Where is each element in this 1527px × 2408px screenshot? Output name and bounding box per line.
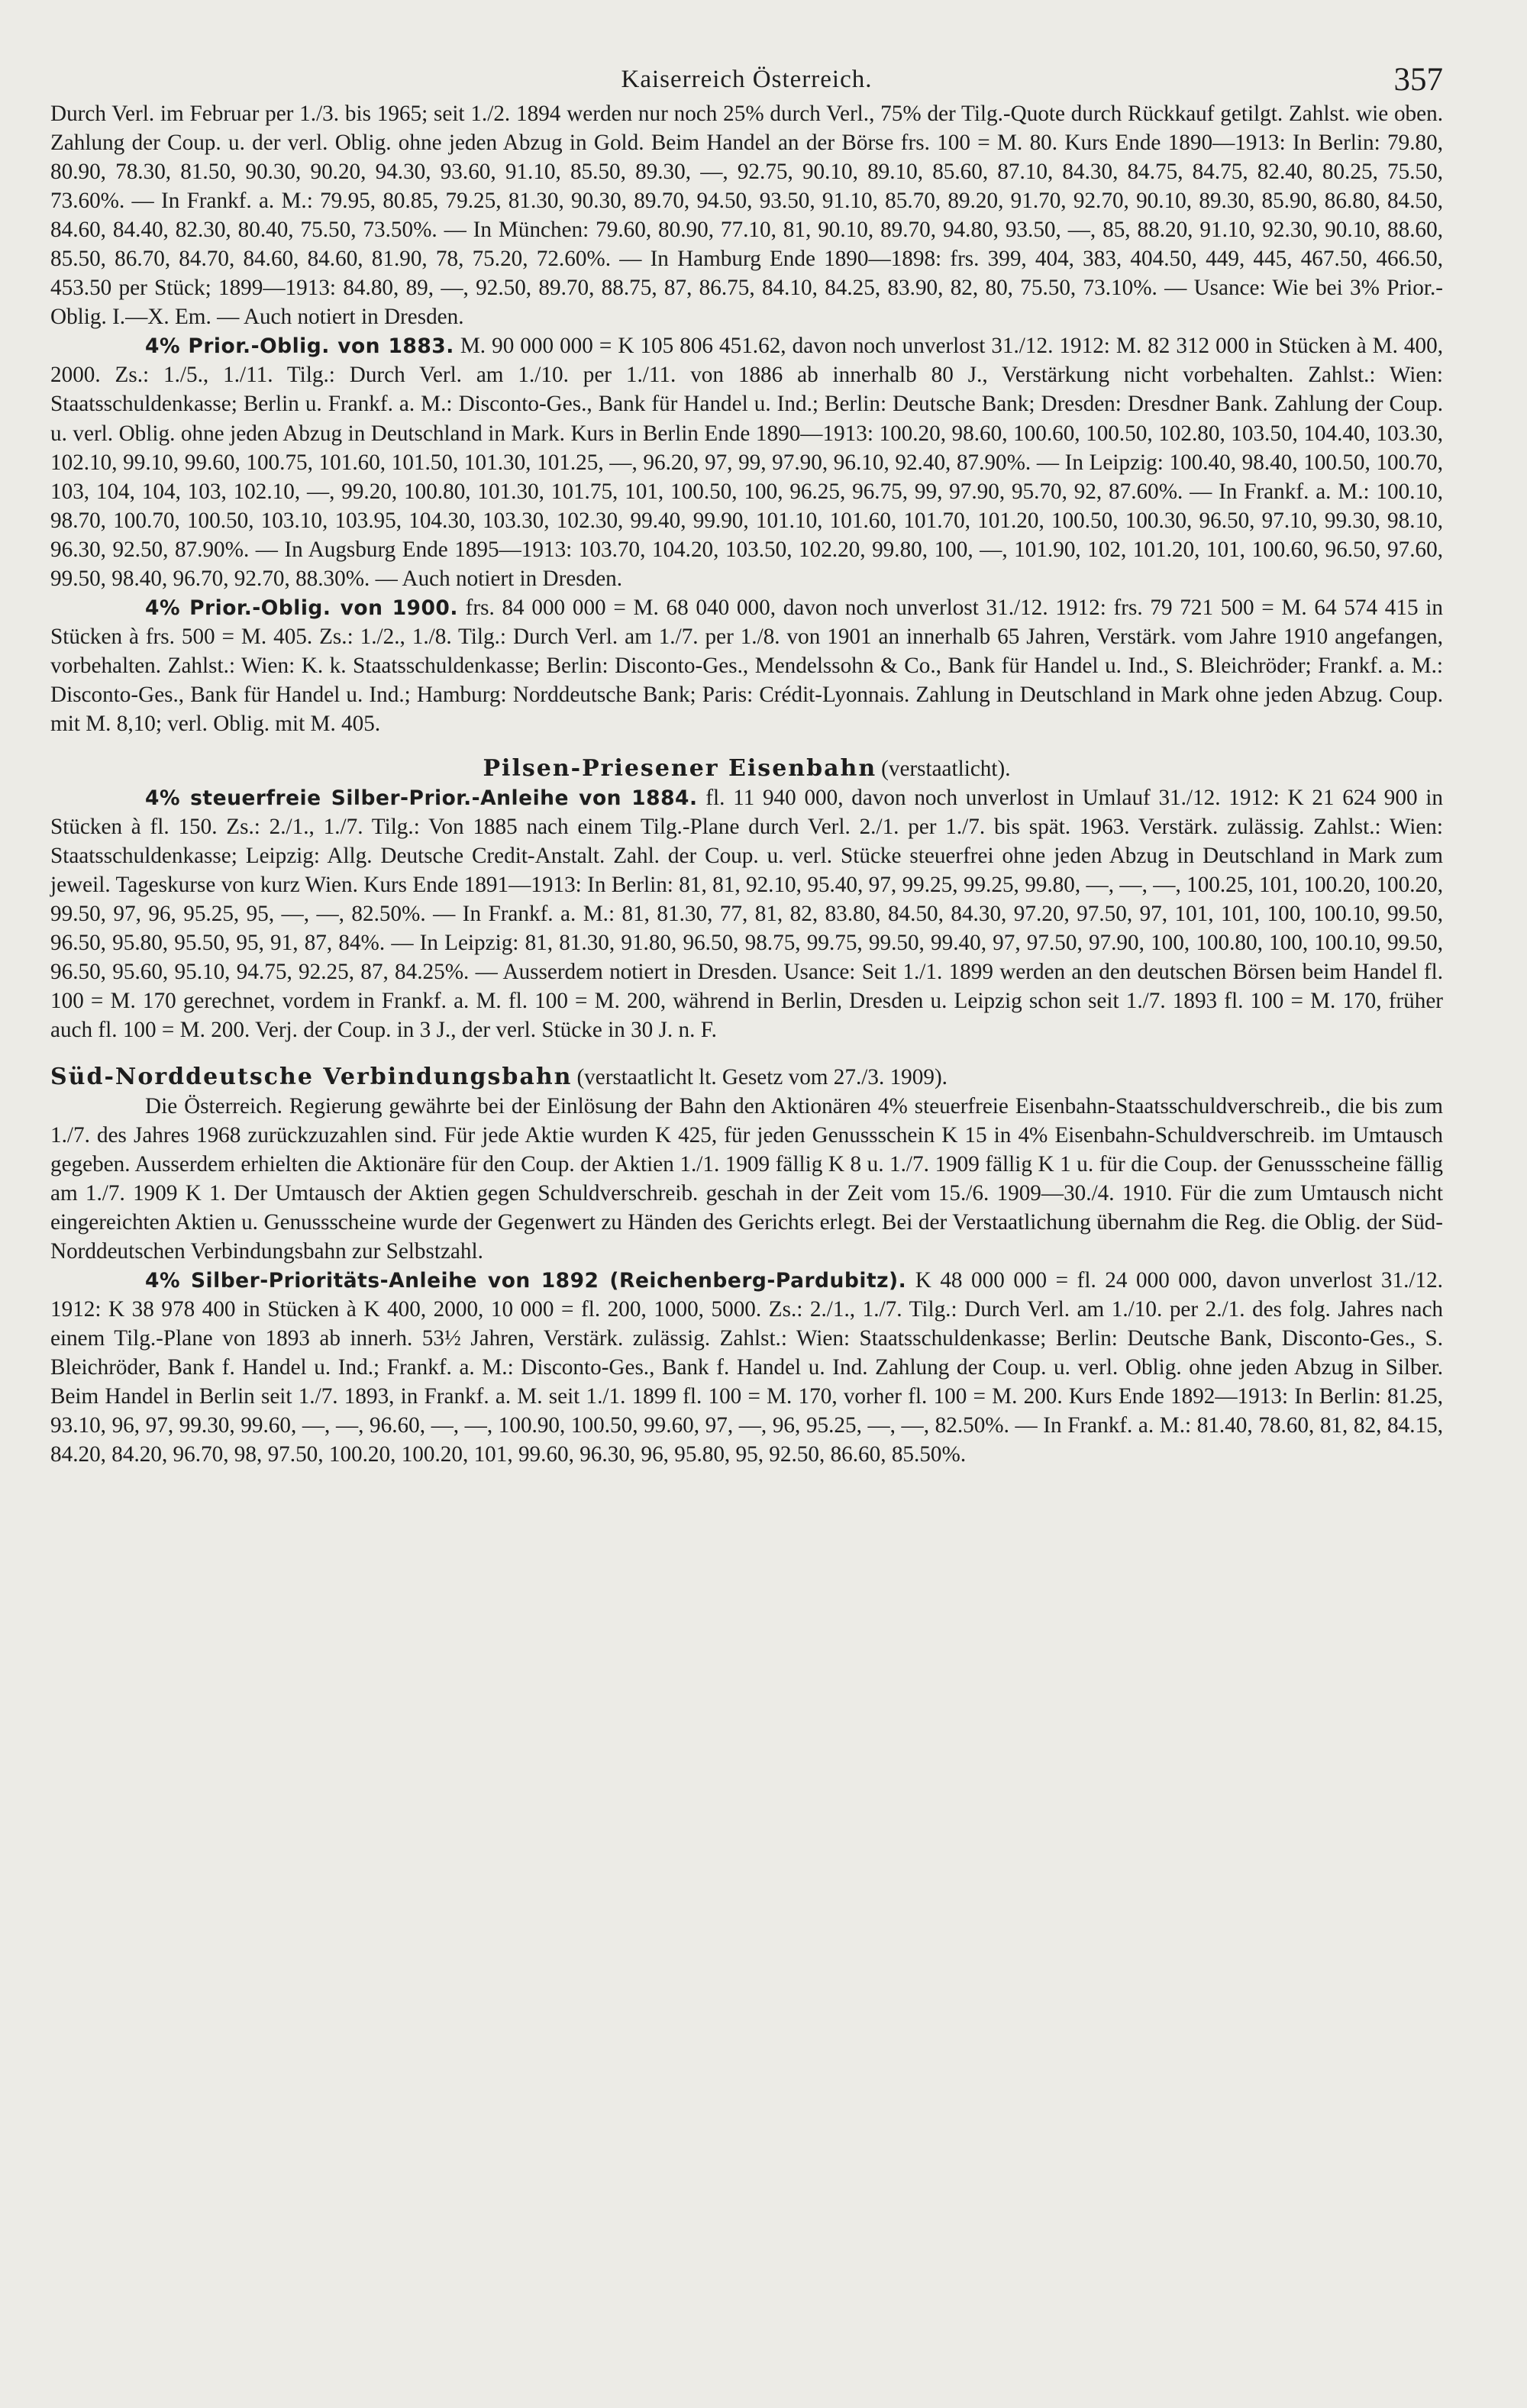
paragraph <box>50 783 1443 1044</box>
paragraph-text: Die Österreich. Regierung gewährte bei der Einlösung der Bahn den Aktionären 4% steuerfreie Eisenbahn-Staatsschuldverschreib., die bis zum 1./7. des Jahres 1968 zurückzuzahlen sind. Für jede Aktie wurden K 425, für jeden Genussschein K 15 in 4% Eisenbahn-Schuldverschreib. im Umtausch gegeben. Ausserdem erhielten die Aktionäre für den Coup. der Aktien 1./1. 1909 fällig K 8 u. 1./7. 1909 fällig K 1 u. für die Coup. der Genussscheine fällig am 1./7. 1909 K 1. Der Umtausch der Aktien gegen Schuldverschreib. geschah in der Zeit vom 15./6. 1909—30./4. 1910. Für die zum Umtausch nicht eingereichten Aktien u. Genussscheine wurde der Gegenwert zu Händen des Gerichts erlegt. Bei der Verstaatlichung übernahm die Reg. die Oblig. der Süd-Norddeutschen Verbindungsbahn zur Selbstzahl. <box>50 1093 1443 1264</box>
paragraph <box>50 331 1443 592</box>
paragraph <box>50 593 1443 738</box>
bond-issue-title: 4% steuerfreie Silber-Prior.-Anleihe von 1884. <box>145 786 698 811</box>
bond-issue-title: 4% Prior.-Oblig. von 1900. <box>145 596 458 620</box>
section-note: (verstaatlicht). <box>881 757 1011 782</box>
running-header-title: Kaiserreich Österreich. <box>621 66 873 93</box>
paragraph-text: fl. 11 940 000, davon noch unverlost in Umlauf 31./12. 1912: K 21 624 900 in Stücken à fl. 150. Zs.: 2./1., 1./7. Tilg.: Von 1885 nach einem Tilg.-Plane durch Verl. 2./1. per 1./7. bis spät. 1963. Verstärk. zulässig. Zahlst.: Wien: Staatsschuldenkasse; Leipzig: Allg. Deutsche Credit-Anstalt. Zahl. der Coup. u. verl. Stücke steuerfrei ohne jeden Abzug in Deutschland in Mark zum jeweil. Tageskurse von kurz Wien. Kurs Ende 1891—1913: In Berlin: 81, 81, 92.10, 95.40, 97, 99.25, 99.25, 99.80, —, —, —, 100.25, 101, 100.20, 100.20, 99.50, 97, 96, 95.25, 95, —, —, 82.50%. — In Frankf. a. M.: 81, 81.30, 77, 81, 82, 83.80, 84.50, 84.30, 97.20, 97.50, 97, 101, 101, 100, 100.10, 99.50, 96.50, 95.80, 95.50, 95, 91, 87, 84%. — In Leipzig: 81, 81.30, 91.80, 96.50, 98.75, 99.75, 99.50, 99.40, 97, 97.50, 97.90, 100, 100.80, 100, 100.10, 99.50, 96.50, 95.60, 95.10, 94.75, 92.25, 87, 84.25%. — Ausserdem notiert in Dresden. Usance: Seit 1./1. 1899 werden an den deutschen Börsen beim Handel fl. 100 = M. 170 gerechnet, vordem in Frankf. a. M. fl. 100 = M. 200, während in Berlin, Dresden u. Leipzig schon seit 1./7. 1893 fl. 100 = M. 170, früher auch fl. 100 = M. 200. Verj. der Coup. in 3 J., der verl. Stücke in 30 J. n. F. <box>50 786 1443 1043</box>
bond-issue-title: 4% Silber-Prioritäts-Anleihe von 1892 (Reichenberg-Pardubitz). <box>145 1268 907 1293</box>
section-heading <box>50 1062 1443 1092</box>
paragraph-text: K 48 000 000 = fl. 24 000 000, davon unverlost 31./12. 1912: K 38 978 400 in Stücken à K 400, 2000, 10 000 = fl. 200, 1000, 5000. Zs.: 2./1., 1./7. Tilg.: Durch Verl. am 1./10. per 2./1. des folg. Jahres nach einem Tilg.-Plane von 1893 ab innerh. 53½ Jahren, Verstärk. zulässig. Zahlst.: Wien: Staatsschuldenkasse; Berlin: Deutsche Bank, Disconto-Ges., S. Bleichröder, Bank f. Handel u. Ind.; Frankf. a. M.: Disconto-Ges., Bank f. Handel u. Ind. Zahlung der Coup. u. verl. Oblig. ohne jeden Abzug in Silber. Beim Handel in Berlin seit 1./7. 1893, in Frankf. a. M. seit 1./1. 1899 fl. 100 = M. 170, vorher fl. 100 = M. 200. Kurs Ende 1892—1913: In Berlin: 81.25, 93.10, 96, 97, 99.30, 99.60, —, —, 96.60, —, —, 100.90, 100.50, 99.60, 97, —, 96, 95.25, —, —, 82.50%. — In Frankf. a. M.: 81.40, 78.60, 81, 82, 84.15, 84.20, 84.20, 96.70, 98, 97.50, 100.20, 100.20, 101, 99.60, 96.30, 96, 95.80, 95, 92.50, 86.60, 85.50%. <box>50 1267 1443 1467</box>
page-header <box>50 29 1443 99</box>
section-note: (verstaatlicht lt. Gesetz vom 27./3. 1909). <box>576 1064 948 1089</box>
paragraph-text: frs. 84 000 000 = M. 68 040 000, davon noch unverlost 31./12. 1912: frs. 79 721 500 = M. 64 574 415 in Stücken à frs. 500 = M. 405. Zs.: 1./2., 1./8. Tilg.: Durch Verl. am 1./7. per 1./8. von 1901 an innerhalb 65 Jahren, Verstärk. vom Jahre 1910 angefangen, vorbehalten. Zahlst.: Wien: K. k. Staatsschuldenkasse; Berlin: Disconto-Ges., Mendelssohn & Co., Bank für Handel u. Ind., S. Bleichröder; Frankf. a. M.: Disconto-Ges., Bank für Handel u. Ind.; Hamburg: Norddeutsche Bank; Paris: Crédit-Lyonnais. Zahlung in Deutschland in Mark ohne jeden Abzug. Coup. mit M. 8,10; verl. Oblig. mit M. 405. <box>50 595 1443 736</box>
paragraph <box>50 1266 1443 1469</box>
section-title: Süd-Norddeutsche Verbindungsbahn <box>50 1063 573 1090</box>
paragraph-text: M. 90 000 000 = K 105 806 451.62, davon noch unverlost 31./12. 1912: M. 82 312 000 in Stücken à M. 400, 2000. Zs.: 1./5., 1./11. Tilg.: Durch Verl. am 1./10. per 1./11. von 1886 ab innerhalb 80 J., Verstärkung nicht vorbehalten. Zahlst.: Wien: Staatsschuldenkasse; Berlin u. Frankf. a. M.: Disconto-Ges., Bank für Handel u. Ind.; Berlin: Deutsche Bank; Dresden: Dresdner Bank. Zahlung der Coup. u. verl. Oblig. ohne jeden Abzug in Deutschland in Mark. Kurs in Berlin Ende 1890—1913: 100.20, 98.60, 100.60, 100.50, 102.80, 103.50, 104.40, 103.30, 102.10, 99.10, 99.60, 100.75, 101.60, 101.50, 101.30, 101.25, —, 96.20, 97, 99, 97.90, 96.10, 92.40, 87.90%. — In Leipzig: 100.40, 98.40, 100.50, 100.70, 103, 104, 104, 103, 102.10, —, 99.20, 100.80, 101.30, 101.75, 101, 100.50, 100, 96.25, 96.75, 99, 97.90, 95.70, 92, 87.60%. — In Frankf. a. M.: 100.10, 98.70, 100.70, 100.50, 103.10, 103.95, 104.30, 103.30, 102.30, 99.40, 99.90, 101.10, 101.60, 101.70, 101.20, 100.50, 100.30, 96.50, 97.10, 99.30, 98.10, 96.30, 92.50, 87.90%. — In Augsburg Ende 1895—1913: 103.70, 104.20, 103.50, 102.20, 99.80, 100, —, 101.90, 102, 101.20, 101, 100.60, 96.50, 97.60, 99.50, 98.40, 96.70, 92.70, 88.30%. — Auch notiert in Dresden. <box>50 334 1444 591</box>
paragraph <box>50 1092 1443 1266</box>
section-title: Pilsen-Priesener Eisenbahn <box>483 755 877 783</box>
page-number: 357 <box>1393 62 1443 98</box>
bond-issue-title: 4% Prior.-Oblig. von 1883. <box>145 334 454 359</box>
section-heading <box>50 754 1443 783</box>
paragraph-text: Durch Verl. im Februar per 1./3. bis 1965; seit 1./2. 1894 werden nur noch 25% durch Verl., 75% der Tilg.-Quote durch Rückkauf getilgt. Zahlst. wie oben. Zahlung der Coup. u. der verl. Oblig. ohne jeden Abzug in Gold. Beim Handel an der Börse frs. 100 = M. 80. Kurs Ende 1890—1913: In Berlin: 79.80, 80.90, 78.30, 81.50, 90.30, 90.20, 94.30, 93.60, 91.10, 85.50, 89.30, —, 92.75, 90.10, 89.10, 85.60, 87.10, 84.30, 84.75, 84.75, 82.40, 80.25, 75.50, 73.60%. — In Frankf. a. M.: 79.95, 80.85, 79.25, 81.30, 90.30, 89.70, 94.50, 93.50, 91.10, 85.70, 89.20, 91.70, 92.70, 90.10, 89.30, 85.90, 86.80, 84.50, 84.60, 84.40, 82.30, 80.40, 75.50, 73.50%. — In München: 79.60, 80.90, 77.10, 81, 90.10, 89.70, 94.80, 93.50, —, 85, 88.20, 91.10, 92.30, 90.10, 88.60, 85.50, 86.70, 84.70, 84.60, 84.60, 81.90, 78, 75.20, 72.60%. — In Hamburg Ende 1890—1898: frs. 399, 404, 383, 404.50, 449, 445, 467.50, 466.50, 453.50 per Stück; 1899—1913: 84.80, 89, —, 92.50, 89.70, 88.75, 87, 86.75, 84.10, 84.25, 83.90, 82, 80, 75.50, 73.10%. — Usance: Wie bei 3% Prior.-Oblig. I.—X. Em. — Auch notiert in Dresden. <box>50 102 1443 330</box>
body-text <box>50 99 1443 1469</box>
paragraph <box>50 99 1443 331</box>
